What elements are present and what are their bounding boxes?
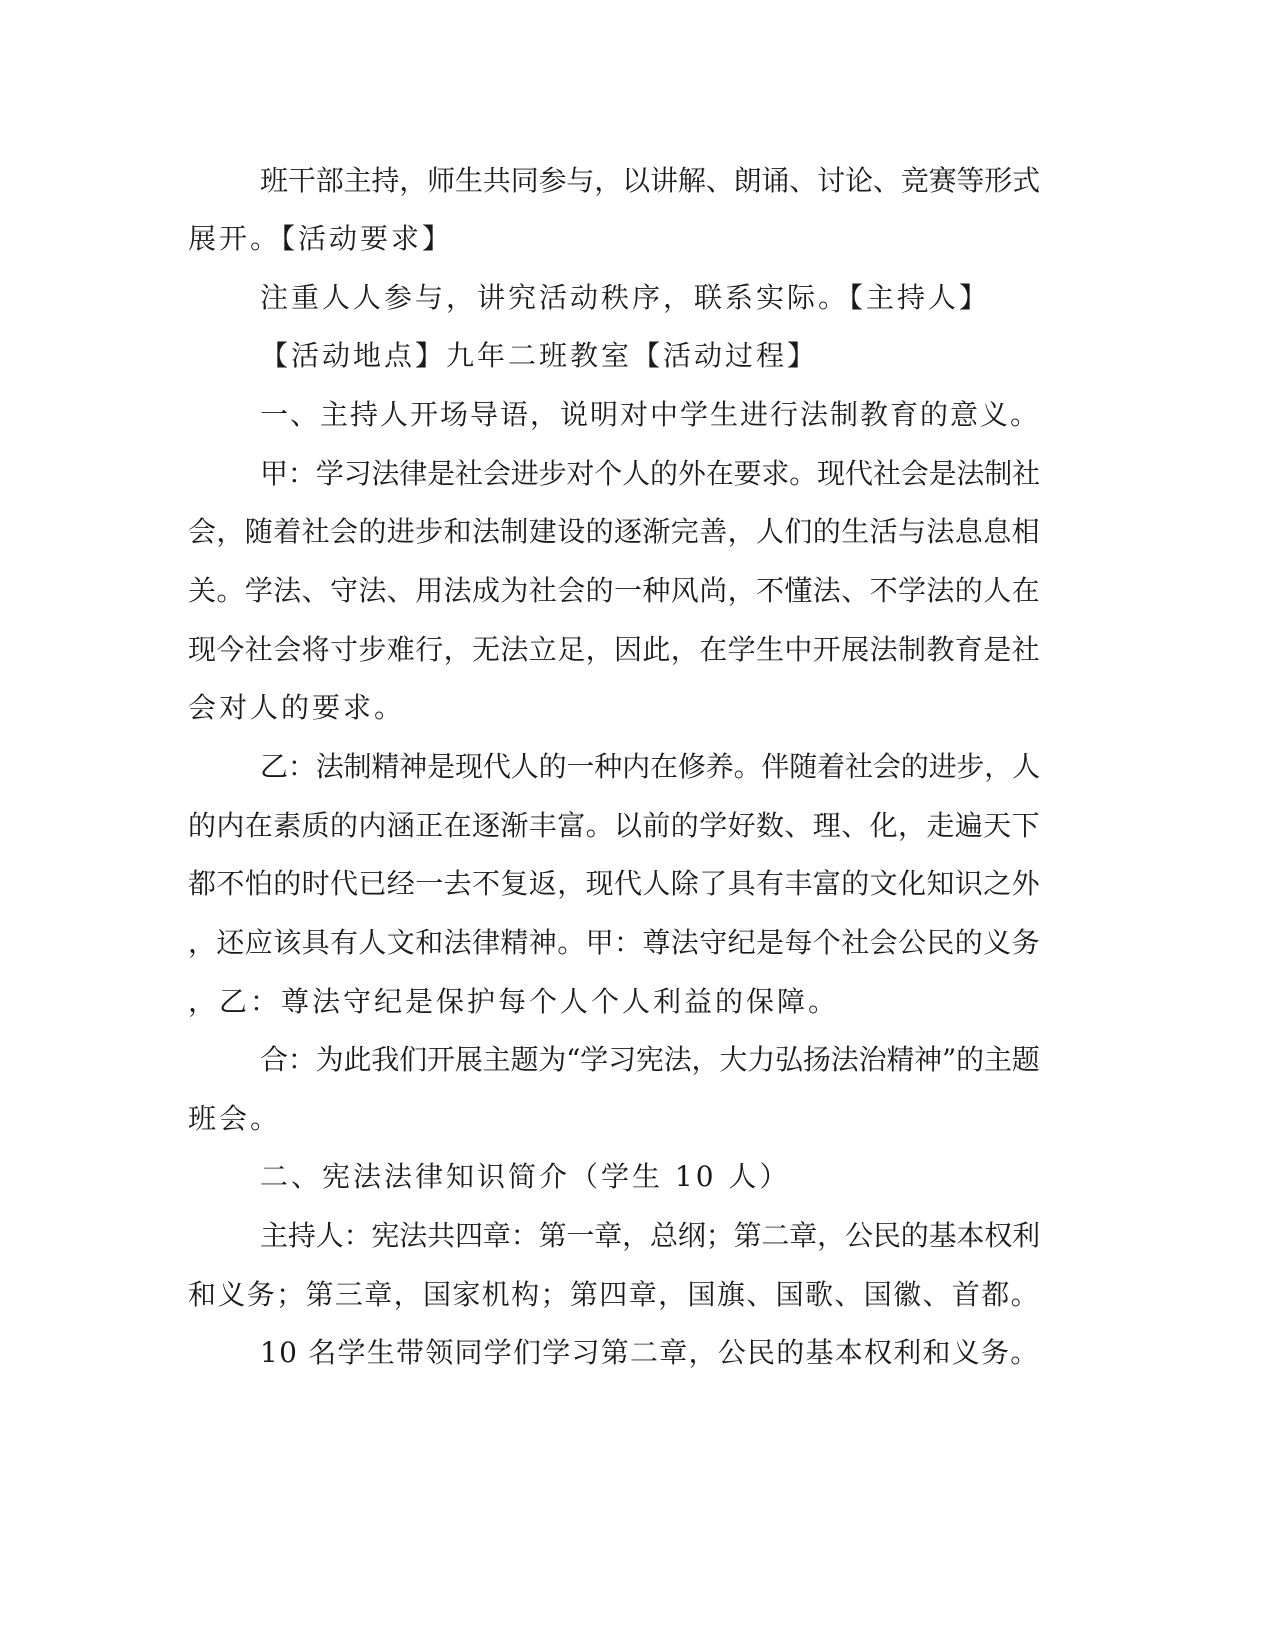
text-line: 一、主持人开场导语，说明对中学生进行法制教育的意义。 <box>260 398 1041 431</box>
text-line: 10 名学生带领同学们学习第二章，公民的基本权利和义务。 <box>260 1336 1040 1369</box>
text-line: 都不怕的时代已经一去不复返，现代人除了具有丰富的文化知识之外 <box>188 867 1041 900</box>
text-line: 注重人人参与，讲究活动秩序，联系实际。【主持人】 <box>260 281 991 314</box>
text-line: 甲：学习法律是社会进步对个人的外在要求。现代社会是法制社 <box>260 457 1041 490</box>
text-line: 二、宪法法律知识简介（学生 10 人） <box>260 1160 791 1193</box>
text-line: 班会。 <box>188 1102 282 1135</box>
text-line: ，还应该具有人文和法律精神。甲：尊法守纪是每个社会公民的义务 <box>188 926 1041 959</box>
text-line: 和义务；第三章，国家机构；第四章，国旗、国歌、国徽、首都。 <box>188 1278 1041 1311</box>
text-line: 现今社会将寸步难行，无法立足，因此，在学生中开展法制教育是社 <box>188 633 1041 666</box>
text-line: 班干部主持，师生共同参与，以讲解、朗诵、讨论、竞赛等形式 <box>260 164 1041 197</box>
text-line: 乙：法制精神是现代人的一种内在修养。伴随着社会的进步，人 <box>260 750 1041 783</box>
text-line: 主持人：宪法共四章：第一章，总纲；第二章，公民的基本权利 <box>260 1219 1041 1252</box>
text-line: 会对人的要求。 <box>188 691 406 724</box>
text-line: 合：为此我们开展主题为“学习宪法，大力弘扬法治精神”的主题 <box>260 1043 1040 1076</box>
text-line: 【活动地点】九年二班教室【活动过程】 <box>260 339 819 372</box>
text-line: ，乙：尊法守纪是保护每个人个人利益的保障。 <box>188 985 840 1018</box>
text-line: 的内在素质的内涵正在逐渐丰富。以前的学好数、理、化，走遍天下 <box>188 809 1041 842</box>
text-line: 关。学法、守法、用法成为社会的一种风尚，不懂法、不学法的人在 <box>188 574 1041 607</box>
text-line: 会，随着社会的进步和法制建设的逐渐完善，人们的生活与法息息相 <box>188 515 1041 548</box>
text-line: 展开。【活动要求】 <box>188 222 454 255</box>
